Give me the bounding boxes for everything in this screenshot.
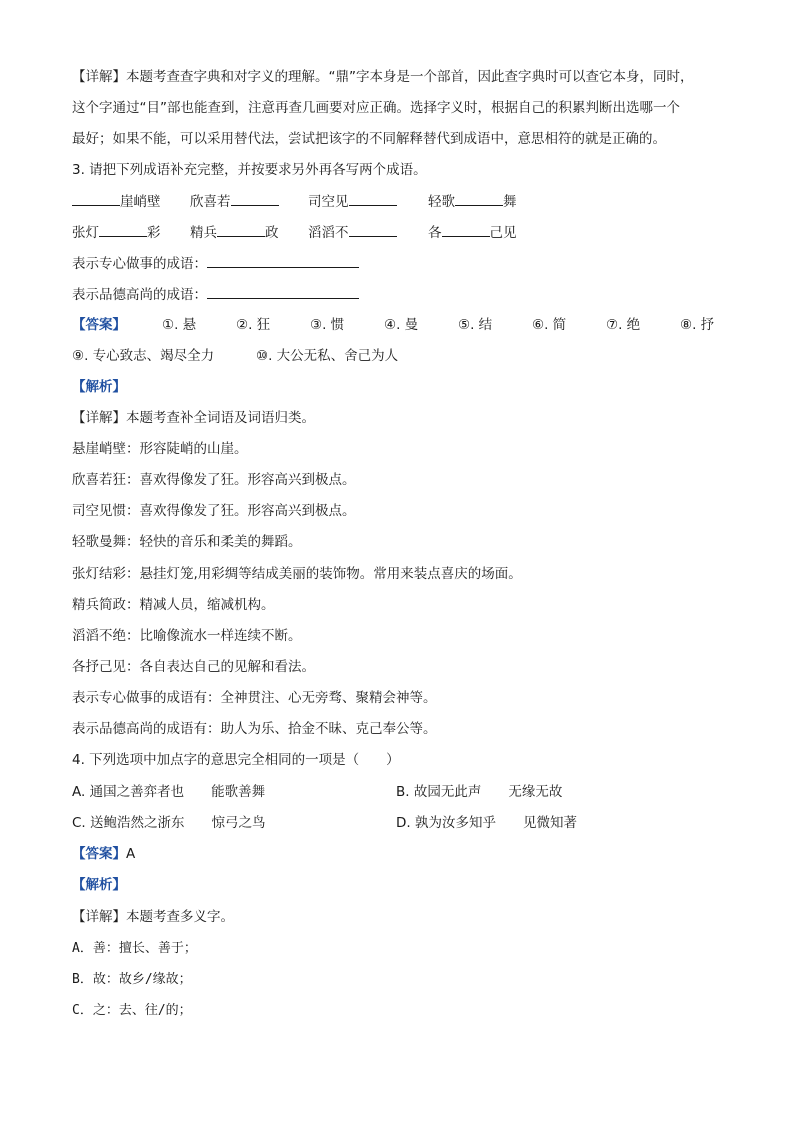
q3-focus-line [72, 253, 734, 274]
q4-option-b: B. 故园无此声 无缘无故 [396, 784, 563, 800]
q3-row2-item-1: 张灯 [72, 225, 99, 241]
q4-analysis-line: B．故：故乡/缘故； [72, 972, 192, 987]
q3-answer-5: ⑤. 结 [458, 317, 493, 333]
q3-analysis-tag: 【解析】 [72, 379, 126, 395]
q3-focus-label: 表示专心做事的成语： [72, 256, 207, 272]
q3-detail: 【详解】本题考查补全词语及词语归类。 [72, 410, 315, 426]
q3-answer-7: ⑦. 绝 [606, 317, 641, 333]
q3-analysis-line: 悬崖峭壁：形容陡峭的山崖。 [72, 441, 248, 457]
q3-answer-6: ⑥. 简 [532, 317, 567, 333]
q3-analysis-line: 表示专心做事的成语有：全神贯注、心无旁骛、聚精会神等。 [72, 690, 437, 706]
answer-tag: 【答案】 [72, 317, 126, 333]
q3-answer-8: ⑧. 抒 [680, 317, 715, 333]
q3-moral-line [72, 284, 734, 305]
q3-row2-item-3: 精兵 [190, 225, 217, 241]
intro-line-3: 最好；如果不能，可以采用替代法，尝试把该字的不同解释替代到成语中，意思相符的就是正确的。 [72, 131, 666, 147]
q3-row2-item-2: 彩 [147, 225, 161, 241]
q3-row1-item-5: 舞 [503, 194, 517, 210]
q3-row1-item-2: 欣喜若 [190, 194, 231, 210]
intro-line-1: 【详解】本题考查查字典和对字义的理解。“鼎”字本身是一个部首，因此查字典时可以查它本身，同时， [72, 69, 694, 85]
q3-analysis-line: 轻歌曼舞：轻快的音乐和柔美的舞蹈。 [72, 534, 302, 550]
q3-row2-item-5: 滔滔不 [308, 225, 349, 241]
answer-tag: 【答案】 [72, 846, 126, 862]
q4-answer: A [126, 846, 136, 862]
q4-analysis-line: A．善：擅长、善于； [72, 941, 197, 956]
q3-answer-10: ⑩. 大公无私、舍己为人 [256, 348, 399, 364]
q3-analysis-line: 司空见惯：喜欢得像发了狂。形容高兴到极点。 [72, 503, 356, 519]
q4-answer-line [72, 844, 734, 864]
q4-analysis-tag: 【解析】 [72, 877, 126, 893]
q4-option-a: A. 通国之善弈者也 能歌善舞 [72, 784, 266, 800]
q4-analysis-line: C．之：去、往/的； [72, 1003, 192, 1018]
q3-analysis-line: 精兵简政：精减人员，缩减机构。 [72, 597, 275, 613]
q3-answer-1: ①. 悬 [162, 317, 197, 333]
q3-analysis-line: 滔滔不绝：比喻像流水一样连续不断。 [72, 628, 302, 644]
q4-option-d: D. 孰为汝多知乎 见微知著 [396, 815, 577, 831]
q4-title: 4. 下列选项中加点字的意思完全相同的一项是（ ） [72, 752, 400, 768]
q4-option-c: C. 送鲍浩然之浙东 惊弓之鸟 [72, 815, 266, 831]
q3-row1-item-1: 崖峭壁 [120, 194, 161, 210]
q3-analysis-line: 张灯结彩：悬挂灯笼,用彩绸等结成美丽的装饰物。常用来装点喜庆的场面。 [72, 566, 522, 582]
q3-answer-4: ④. 曼 [384, 317, 419, 333]
q3-analysis-line: 各抒己见：各自表达自己的见解和看法。 [72, 659, 315, 675]
q3-row1-item-4: 轻歌 [428, 194, 455, 210]
q3-row1-item-3: 司空见 [308, 194, 349, 210]
q3-row2-item-7: 己见 [489, 225, 517, 241]
q4-detail: 【详解】本题考查多义字。 [72, 909, 234, 925]
q3-answer-3: ③. 惯 [310, 317, 345, 333]
q3-row2-item-4: 政 [265, 225, 279, 241]
q3-answer-2: ②. 狂 [236, 317, 271, 333]
q3-title: 3. 请把下列成语补充完整，并按要求另外再各写两个成语。 [72, 162, 427, 178]
q3-analysis-line: 表示品德高尚的成语有：助人为乐、拾金不昧、克己奉公等。 [72, 721, 437, 737]
q3-answer-9: ⑨. 专心致志、竭尽全力 [72, 348, 215, 364]
q3-row2-item-6: 各 [428, 225, 442, 241]
q3-analysis-line: 欣喜若狂：喜欢得像发了狂。形容高兴到极点。 [72, 472, 356, 488]
q3-moral-label: 表示品德高尚的成语： [72, 287, 207, 303]
intro-line-2: 这个字通过“目”部也能查到，注意再查几画要对应正确。选择字义时，根据自己的积累判断出选哪一个 [72, 100, 680, 116]
